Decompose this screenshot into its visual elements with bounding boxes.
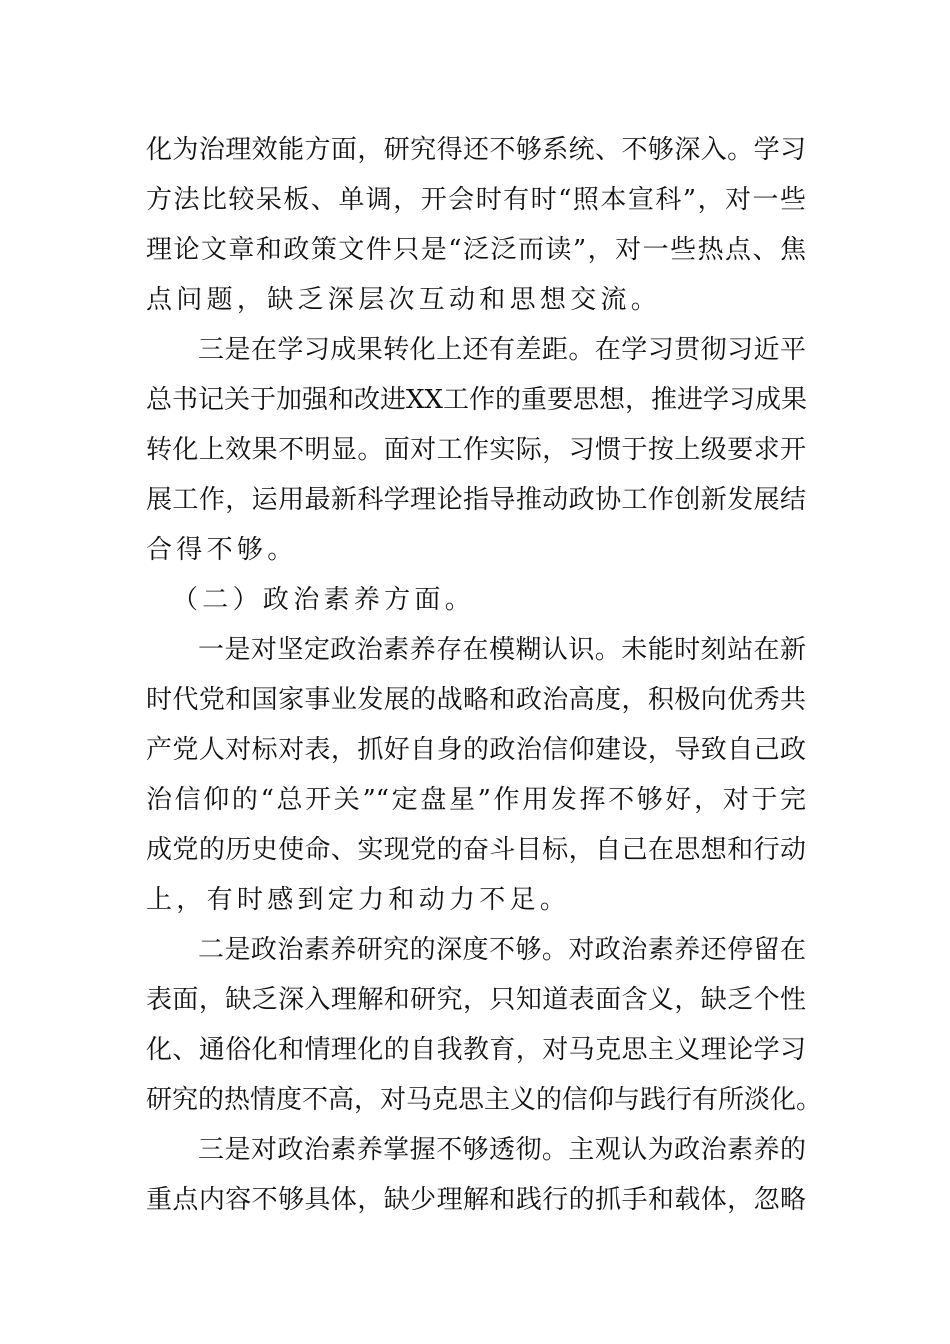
paragraph-first-line: 二是政治素养研究的深度不够。对政治素养还停留在 <box>198 935 806 965</box>
paragraph-first-line: 三是在学习成果转化上还有差距。在学习贯彻习近平 <box>198 335 806 365</box>
text-line: 点问题，缺乏深层次互动和思想交流。 <box>146 285 662 315</box>
text-line: 产党人对标对表，抓好自身的政治信仰建设，导致自己政 <box>146 735 806 765</box>
text-line: 表面，缺乏深入理解和研究，只知道表面含义，缺乏个性 <box>146 985 806 1015</box>
text-line: 重点内容不够具体，缺少理解和践行的抓手和载体，忽略 <box>146 1185 806 1215</box>
text-line: 研究的热情度不高，对马克思主义的信仰与践行有所淡化。 <box>146 1085 823 1115</box>
text-line: 上，有时感到定力和动力不足。 <box>146 885 571 915</box>
paragraph-first-line: 三是对政治素养掌握不够透彻。主观认为政治素养的 <box>198 1135 806 1165</box>
text-line: 总书记关于加强和改进XX工作的重要思想，推进学习成果 <box>146 385 808 415</box>
text-line: 成党的历史使命、实现党的奋斗目标，自己在思想和行动 <box>146 835 806 865</box>
text-line: 理论文章和政策文件只是“泛泛而读”，对一些热点、焦 <box>146 235 806 265</box>
text-line: 合得不够。 <box>146 535 298 565</box>
text-line: 时代党和国家事业发展的战略和政治高度，积极向优秀共 <box>146 685 806 715</box>
text-line: 展工作，运用最新科学理论指导推动政协工作创新发展结 <box>146 485 806 515</box>
paragraph-first-line: 一是对坚定政治素养存在模糊认识。未能时刻站在新 <box>198 635 806 665</box>
text-line: 化、通俗化和情理化的自我教育，对马克思主义理论学习 <box>146 1035 806 1065</box>
text-line: 方法比较呆板、单调，开会时有时“照本宣科”，对一些 <box>146 185 806 215</box>
text-line: 治信仰的“总开关”“定盘星”作用发挥不够好，对于完 <box>146 785 806 815</box>
section-heading: （二）政治素养方面。 <box>172 585 476 615</box>
text-line: 转化上效果不明显。面对工作实际，习惯于按上级要求开 <box>146 435 806 465</box>
text-line: 化为治理效能方面，研究得还不够系统、不够深入。学习 <box>146 135 806 165</box>
